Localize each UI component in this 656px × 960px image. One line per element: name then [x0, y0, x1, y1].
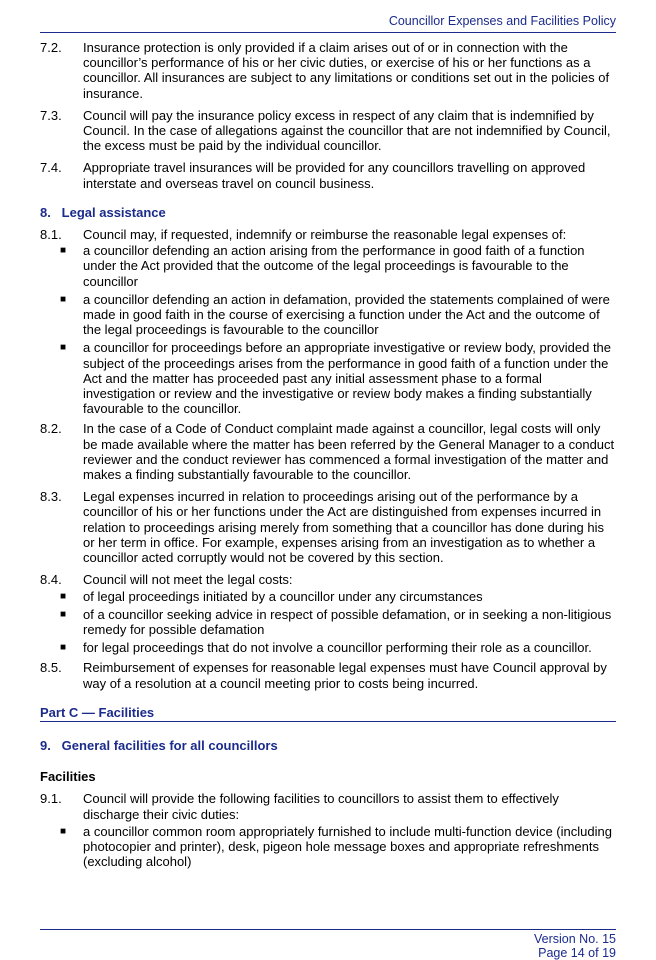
document-body [40, 40, 616, 872]
clause-8-4 [40, 572, 616, 587]
clause-text: In the case of a Code of Conduct complaint made against a councillor, legal costs will only be made available where the matter has been referred by the General Manager to a conduct reviewer and the conduct reviewer has commenced a formal investigation of the matter and makes a finding substantially favourable to the councillor. [83, 421, 615, 483]
bullet-list-9-1 [40, 824, 616, 870]
list-item: ■ of legal proceedings initiated by a councillor under any circumstances [40, 589, 616, 604]
clause-number: 8.1. [40, 227, 62, 243]
bullet-icon: ■ [60, 342, 67, 354]
list-item: ■ a councillor defending an action arising from the performance in good faith of a function under the Act provided that the outcome of the legal proceedings is favourable to the councillor [40, 243, 616, 289]
clause-number: 7.4. [40, 160, 62, 176]
clause-text: Reimbursement of expenses for reasonable legal expenses must have Council approval by way of a resolution at a council meeting prior to costs being incurred. [83, 660, 607, 691]
clause-text: Council will provide the following facilities to councillors to assist them to effectively discharge their civic duties: [83, 791, 559, 822]
clause-number: 8.4. [40, 572, 62, 588]
clause-number: 9.1. [40, 791, 62, 807]
list-item: ■ a councillor defending an action in defamation, provided the statements complained of were made in good faith in the course of exercising a function under the Act and the outcome of the legal proceedings is favourable to the councillor [40, 292, 616, 338]
clause-8-2 [40, 421, 616, 482]
list-item: ■ of a councillor seeking advice in respect of possible defamation, or in seeking a non-litigious remedy for possible defamation [40, 607, 616, 637]
clause-number: 8.3. [40, 489, 62, 505]
clause-8-3 [40, 489, 616, 565]
bullet-icon: ■ [60, 642, 67, 654]
bullet-icon: ■ [60, 590, 67, 602]
header-title: Councillor Expenses and Facilities Policy [388, 14, 616, 28]
bullet-icon: ■ [60, 245, 67, 257]
clause-text: Appropriate travel insurances will be provided for any councillors travelling on approved interstate and overseas travel on council business. [83, 160, 586, 191]
clause-text: Legal expenses incurred in relation to proceedings arising out of the performance by a councillor of his or her functions under the Act are distinguished from expenses incurred in relation to proceedings arising merely from something that a councillor has done during his or her term in office. For example, expenses arising from an investigation as to whether a councillor acted corruptly would not be covered by this section. [83, 489, 605, 566]
clause-7-3 [40, 108, 616, 154]
list-item: ■ a councillor common room appropriately furnished to include multi-function device (including photocopier and printer), desk, pigeon hole message boxes and appropriate refreshments (excluding alcohol) [40, 824, 616, 870]
footer-divider [40, 929, 616, 930]
version-number: Version No. 15 [534, 932, 616, 946]
bullet-icon: ■ [60, 293, 67, 305]
list-item: ■ for legal proceedings that do not involve a councillor performing their role as a councillor. [40, 640, 616, 655]
document-header [40, 14, 616, 33]
list-item: ■ a councillor for proceedings before an appropriate investigative or review body, provided the subject of the proceedings arises from the performance in good faith of a function under the Act and the matter has proceeded past any initial assessment phase to a formal investigation or review and the investigative or review body makes a finding substantially favourable to the councillor. [40, 340, 616, 416]
bullet-icon: ■ [60, 825, 67, 837]
page-number: Page 14 of 19 [538, 946, 616, 960]
clause-9-1 [40, 791, 616, 821]
clause-7-4 [40, 160, 616, 190]
bullet-list-8-4 [40, 589, 616, 656]
clause-text: Council will not meet the legal costs: [83, 572, 293, 588]
clause-text: Insurance protection is only provided if a claim arises out of or in connection with the councillor’s performance of his or her civic duties, or exercise of his or her functions as a councillor. All insurances are subject to any limitations or conditions set out in the policies of insurance. [83, 40, 610, 101]
part-heading-facilities: Part C — Facilities [40, 705, 616, 722]
bullet-list-8-1 [40, 243, 616, 416]
document-footer [534, 932, 616, 960]
bullet-icon: ■ [60, 608, 67, 620]
subheading-facilities: Facilities [40, 769, 96, 785]
clause-number: 8.2. [40, 421, 62, 437]
section-heading-general-facilities: 9. General facilities for all councillors [40, 737, 278, 753]
clause-8-5 [40, 660, 616, 690]
clause-text: Council may, if requested, indemnify or reimburse the reasonable legal expenses of: [83, 227, 567, 243]
clause-text: Council will pay the insurance policy excess in respect of any claim that is indemnified by Council. In the case of allegations against the councillor that are not indemnified by Council, the excess must be paid by the individual councillor. [83, 107, 611, 154]
clause-number: 7.2. [40, 40, 62, 55]
section-heading-legal-assistance: 8. Legal assistance [40, 204, 166, 220]
clause-7-2 [40, 40, 616, 101]
clause-8-1 [40, 227, 616, 242]
clause-number: 7.3. [40, 107, 62, 123]
clause-number: 8.5. [40, 660, 62, 676]
